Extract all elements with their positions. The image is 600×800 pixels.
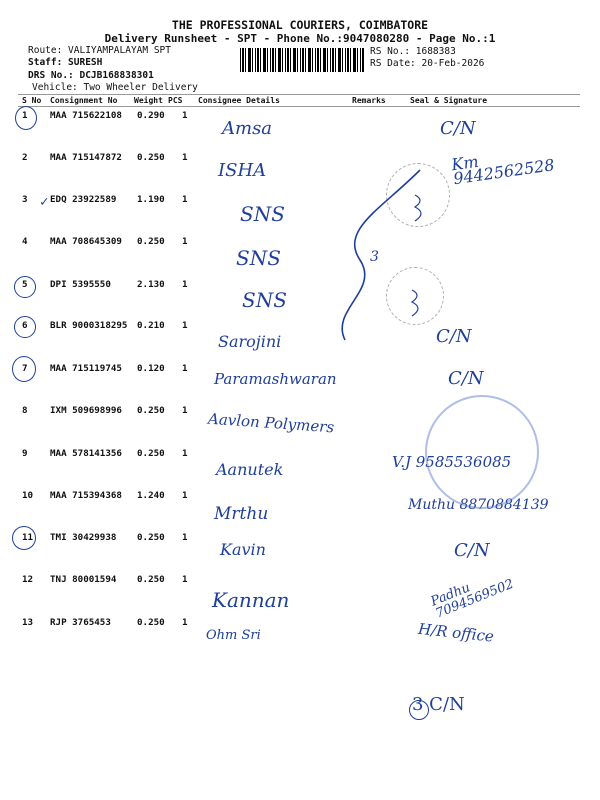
row-weight: 0.290: [137, 110, 165, 121]
row-consignment: MAA 708645309: [50, 236, 122, 247]
row-weight: 0.250: [137, 574, 165, 585]
row-seal: Muthu 8870884139: [408, 497, 549, 513]
row-consignment: DPI 5395550: [50, 279, 111, 290]
row-pcs: 1: [182, 490, 188, 501]
staff-label: Staff: SURESH: [28, 57, 103, 68]
row-weight: 0.120: [137, 363, 165, 374]
row-consignee: Aanutek: [216, 460, 284, 479]
row-consignment: EDQ 23922589: [50, 194, 117, 205]
row-seal: H/R office: [417, 619, 495, 646]
row-consignee: Mrthu: [214, 504, 269, 524]
row-consignee: Sarojini: [218, 332, 282, 351]
company-title: THE PROFESSIONAL COURIERS, COIMBATORE: [171, 18, 429, 32]
col-weight: Weight: [134, 96, 163, 105]
row-weight: 0.250: [137, 405, 165, 416]
row-consignment: MAA 715622108: [50, 110, 122, 121]
barcode: [240, 48, 365, 72]
row-sno: 8: [22, 405, 28, 416]
row-sno: 1: [22, 110, 28, 121]
row-consignee: ISHA: [218, 160, 267, 181]
rs-date: RS Date: 20-Feb-2026: [370, 58, 485, 69]
col-sno: S No: [22, 96, 42, 105]
row-sno: 5: [22, 279, 28, 290]
col-consignee: Consignee Details: [198, 96, 280, 105]
check-circle: [12, 356, 36, 382]
row-sno: 13: [22, 617, 34, 628]
row-consignee: Paramashwaran: [214, 370, 337, 388]
row-pcs: 1: [182, 363, 188, 374]
header-rule-top: [18, 94, 580, 95]
row-sno: 9: [22, 448, 28, 459]
row-seal: Km 9442562528: [450, 151, 556, 189]
col-remarks: Remarks: [352, 96, 386, 105]
row-seal: Padhu 7094569502: [428, 576, 516, 622]
row-seal: C/N: [436, 326, 472, 347]
row-weight: 1.190: [137, 194, 165, 205]
vehicle-label: Vehicle: Two Wheeler Delivery: [32, 82, 198, 93]
row-consignment: IXM 509698996: [50, 405, 122, 416]
row-consignee: SNS: [240, 202, 285, 226]
row-pcs: 1: [182, 448, 188, 459]
check-circle: [14, 276, 36, 298]
row-weight: 0.250: [137, 236, 165, 247]
row-consignment: MAA 715119745: [50, 363, 122, 374]
row-weight: 0.210: [137, 320, 165, 331]
row-pcs: 1: [182, 110, 188, 121]
check-circle: [15, 106, 37, 130]
header-rule-bottom: [18, 106, 580, 107]
runsheet-subtitle: Delivery Runsheet - SPT - Phone No.:9047080280 - Page No.:1: [104, 32, 496, 45]
col-pcs: PCS: [168, 96, 183, 105]
row-pcs: 1: [182, 279, 188, 290]
row-seal: C/N: [448, 368, 484, 389]
row-consignee: SNS: [236, 246, 281, 270]
row-consignment: BLR 9000318295: [50, 320, 128, 331]
row-consignment: MAA 715147872: [50, 152, 122, 163]
row-consignment: RJP 3765453: [50, 617, 111, 628]
row-pcs: 1: [182, 574, 188, 585]
row-consignee: Kavin: [220, 540, 266, 559]
row-pcs: 1: [182, 152, 188, 163]
row-sno: 3: [22, 194, 28, 205]
row-sno: 7: [22, 363, 28, 374]
row-sno: 12: [22, 574, 34, 585]
row-pcs: 1: [182, 532, 188, 543]
row-seal: C/N: [454, 540, 490, 561]
row-consignee: Aavlon Polymers: [207, 409, 335, 437]
row-consignee: Kannan: [212, 588, 290, 612]
company-stamp: [425, 395, 539, 509]
row-weight: 1.240: [137, 490, 165, 501]
row-seal: V.J 9585536085: [392, 453, 512, 471]
row-seal: C/N: [440, 118, 476, 139]
row-consignment: TMI 30429938: [50, 532, 117, 543]
row-pcs: 1: [182, 194, 188, 205]
col-consignment: Consignment No: [50, 96, 118, 105]
row-weight: 0.250: [137, 152, 165, 163]
bracket-number: 3: [370, 249, 379, 265]
row-weight: 0.250: [137, 532, 165, 543]
row-weight: 0.250: [137, 448, 165, 459]
row-pcs: 1: [182, 320, 188, 331]
row-pcs: 1: [182, 617, 188, 628]
row-sno: 10: [22, 490, 34, 501]
row-sno: 4: [22, 236, 28, 247]
row-sno: 2: [22, 152, 28, 163]
row-consignment: TNJ 80001594: [50, 574, 117, 585]
check-icon: ✓: [40, 194, 49, 210]
route-label: Route: VALIYAMPALAYAM SPT: [28, 45, 171, 56]
row-consignee: Ohm Sri: [206, 628, 261, 643]
row-consignment: MAA 578141356: [50, 448, 122, 459]
row-weight: 0.250: [137, 617, 165, 628]
row-sno: 6: [22, 320, 28, 331]
row-pcs: 1: [182, 405, 188, 416]
footer-annotation: 3 C/N: [412, 694, 465, 715]
drs-label: DRS No.: DCJB168838301: [28, 70, 154, 81]
col-seal: Seal & Signature: [410, 96, 488, 105]
row-pcs: 1: [182, 236, 188, 247]
row-consignment: MAA 715394368: [50, 490, 122, 501]
row-weight: 2.130: [137, 279, 165, 290]
check-circle: [14, 316, 36, 338]
row-consignee: SNS: [242, 288, 287, 312]
row-consignee: Amsa: [222, 118, 273, 139]
footer-circle: [409, 700, 429, 720]
row-sno: 11: [22, 532, 34, 543]
check-circle: [12, 526, 36, 550]
rs-number: RS No.: 1688383: [370, 46, 456, 57]
